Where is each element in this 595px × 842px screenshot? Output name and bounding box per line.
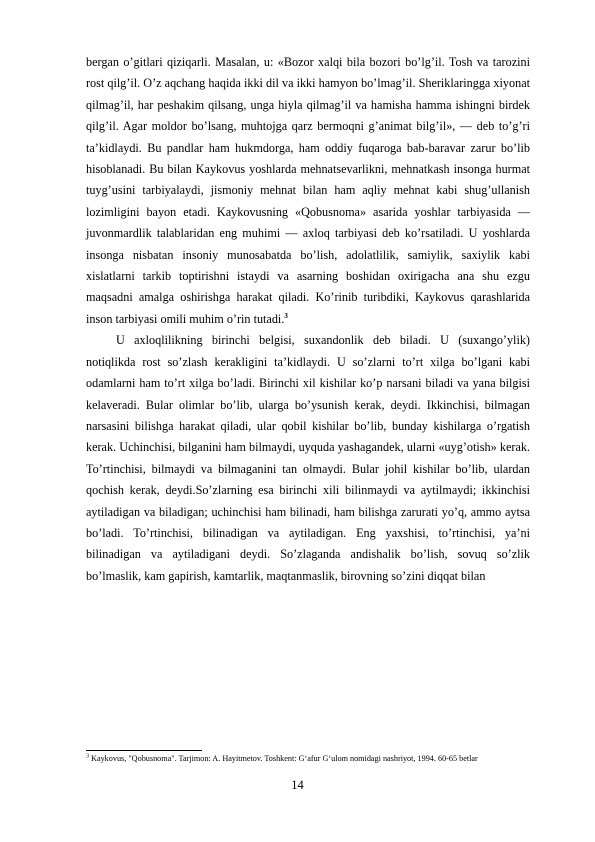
footnote-reference[interactable]: 3 bbox=[284, 311, 288, 320]
footnote-mark: 3 bbox=[86, 753, 89, 760]
page-body bbox=[86, 52, 530, 587]
paragraph-1-text: bergan o’gitlari qiziqarli. Masalan, u: «Bozor xalqi bila bozori bo’lg’il. Tosh va tarozini rost qilg’il. O’z aqchang haqida ikki dil va ikki hamyon bo’lmag’il. Sheriklaringga xiyonat qilmag’il, har peshakim qilsang, unga hiyla qilmag’il va hamisha hamma ishingni birdek qilg’il. Agar moldor bo’lsang, muhtojga qarz bermoqni g’animat bilg’il», — deb to’g’ri ta’kidlaydi. Bu pandlar ham hukmdorga, ham oddiy fuqaroga bab-baravar zarur bo’lib hisoblanadi. Bu bilan Kaykovus yoshlarda mehnatsevarlikni, mehnatkash insonga hurmat tuyg’usini tarbiyalaydi, jismoniy mehnat bilan ham aqliy mehnat kabi shug’ullanish lozimligini bayon etadi. Kaykovusning «Qobusnoma» asarida yoshlar tarbiyasida — juvonmardlik talablaridan eng muhimi — axloq tarbiyasi deb ko’rsatiladi. U yoshlarda insonga nisbatan insoniy munosabatda bo’lish, adolatlilik, samiylik, saxiylik kabi xislatlarni tarkib toptirishni istaydi va asarning boshidan oxirigacha ana shu ezgu maqsadni amalga oshirishga harakat qiladi. Ko’rinib turibdiki, Kaykovus qarashlarida inson tarbiyasi omili muhim o’rin tutadi. bbox=[86, 55, 530, 326]
footnote-divider bbox=[86, 750, 202, 751]
paragraph-2: U axloqlilikning birinchi belgisi, suxandonlik deb biladi. U (suxango’ylik) notiqlikda rost so’zlash kerakligini ta’kidlaydi. U so’zlarni to’rt xilga bo’lgani kabi odamlarni ham to’rt xilga bo’ladi. Birinchi xil kishilar ko’p narsani biladi va yana bilgisi kelaveradi. Bular olimlar bo’lib, ularga bo’ysunish kerak, deydi. Ikkinchisi, bilmagan narsasini bilishga harakat qiladi, ular qobil kishilar bo’lib, bunday kishilarga o’rgatish kerak. Uchinchisi, bilganini ham bilmaydi, uyquda yashagandek, ularni «uyg’otish» kerak. To’rtinchisi, bilmaydi va bilmaganini tan olmaydi. Bular johil kishilar bo’lib, ulardan qochish kerak, deydi.So’zlarning esa birinchi xili bilinmaydi va aytilmaydi; ikkinchisi aytiladigan va biladigan; uchinchisi ham bilinadi, ham bilishga zarurati yo’q, ammo aytsa bo’ladi. To’rtinchisi, bilinadigan va aytiladigan. Eng yaxshisi, to’rtinchisi, ya’ni bilinadigan va aytiladigani deydi. So’zlaganda andishalik bo’lish, sovuq so’zlik bo’lmaslik, kam gapirish, kamtarlik, maqtanmaslik, birovning so’zini diqqat bilan bbox=[86, 333, 530, 583]
paragraph-1 bbox=[86, 52, 530, 330]
footnote bbox=[86, 754, 530, 764]
page-number: 14 bbox=[291, 778, 304, 792]
footnote-text: Kaykovus, "Qobusnoma". Tarjimon: A. Hayitmetov. Toshkent: G‘afur G‘ulom nomidagi nashriyot, 1994. 60-65 betlar bbox=[89, 754, 478, 763]
